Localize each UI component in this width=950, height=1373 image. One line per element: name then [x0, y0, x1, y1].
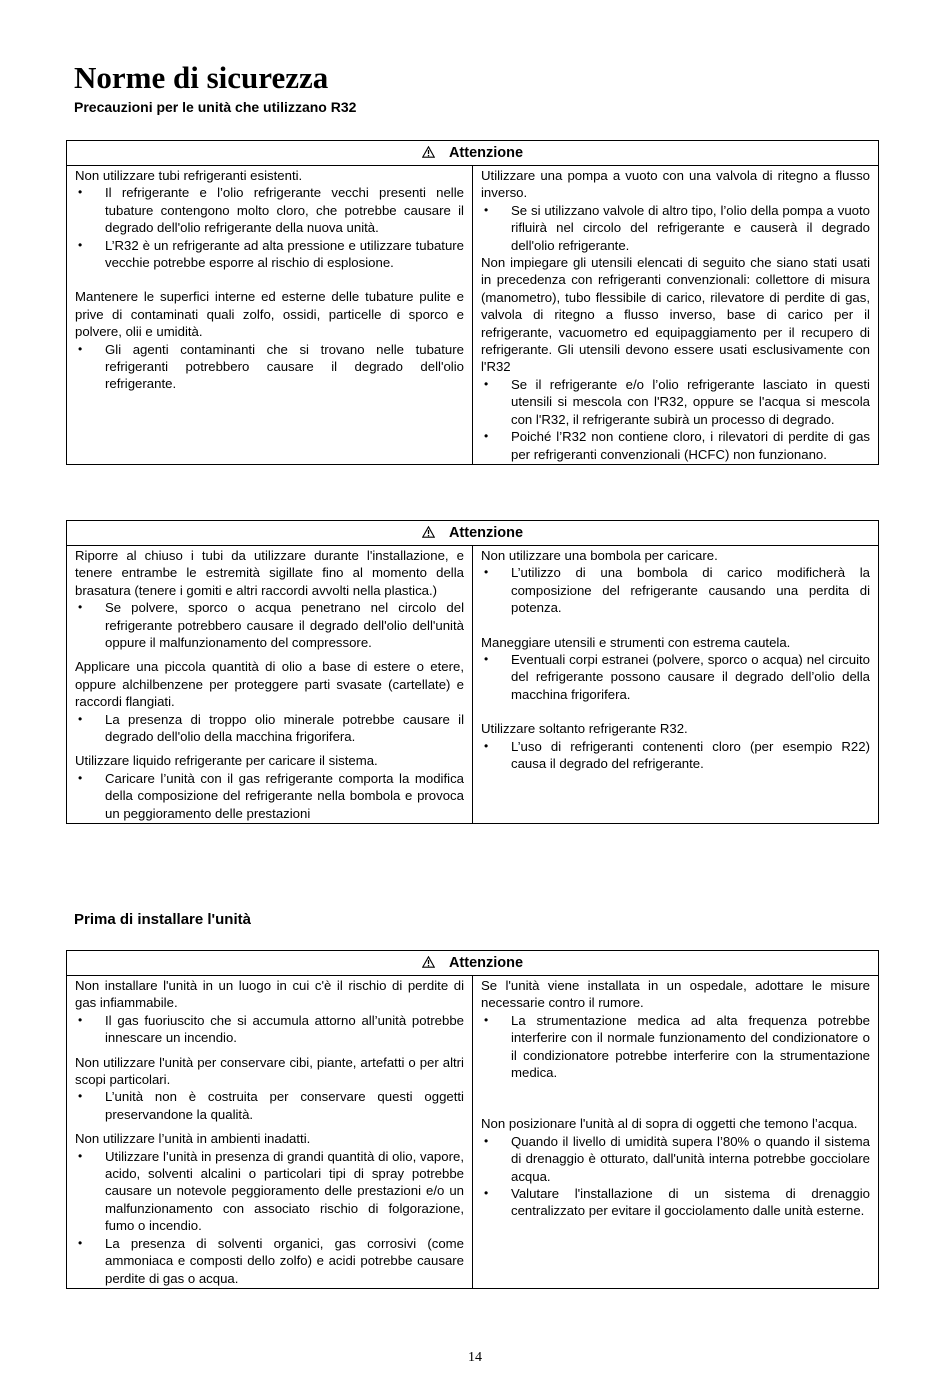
list-item	[481, 564, 870, 616]
list-item-text: Eventuali corpi estranei (polvere, sporco o acqua) nel circuito del refrigerante possono causare il degrado dell’olio della macchina frigorifera.	[511, 652, 870, 702]
list-item	[481, 428, 870, 463]
bullet-icon: •	[484, 1012, 489, 1027]
spacer	[481, 617, 870, 634]
list-item	[481, 1133, 870, 1185]
list-item	[75, 184, 464, 236]
warning-triangle-icon	[422, 524, 435, 544]
list-item-text: La presenza di troppo olio minerale potrebbe causare il degrado dell'olio della macchina frigorifera.	[105, 711, 464, 745]
paragraph: Utilizzare soltanto refrigerante R32.	[481, 721, 688, 737]
caution-table-2	[66, 520, 879, 824]
list-item	[75, 1088, 464, 1123]
spacer	[75, 651, 464, 658]
bullet-icon: •	[484, 376, 489, 391]
bullet-list	[75, 770, 464, 822]
paragraph: Non installare l'unità in un luogo in cui c'è il rischio di perdite di gas infiammabile.	[75, 978, 464, 1011]
caution-table-1	[66, 140, 879, 465]
list-item	[481, 202, 870, 254]
bullet-icon: •	[78, 1089, 83, 1104]
list-item	[75, 599, 464, 651]
spacer	[75, 745, 464, 752]
paragraph: Utilizzare liquido refrigerante per caricare il sistema.	[75, 753, 378, 769]
bullet-list	[75, 711, 464, 746]
bullet-icon: •	[78, 185, 83, 200]
list-item-text: La presenza di solventi organici, gas corrosivi (come ammoniaca e composti dello zolfo) e acidi potrebbe causare perdite di gas o acqua.	[105, 1235, 464, 1286]
list-item-text: Se si utilizzano valvole di altro tipo, l’olio della pompa a vuoto rifluirà nel circolo del refrigerante e causerà il degrado dell'olio refrigerante.	[511, 202, 870, 253]
list-item-text: Se il refrigerante e/o l’olio refrigerante lasciato in questi utensili si mescola con l'R32, oppure se l'acqua si mescola con l'R32, il refrigerante subirà un processo di degrado.	[511, 376, 870, 427]
bullet-list	[481, 1012, 870, 1082]
paragraph: Non utilizzare una bombola per caricare.	[481, 548, 718, 563]
bullet-list	[75, 599, 464, 651]
bullet-icon: •	[78, 1148, 83, 1163]
list-item-text: La strumentazione medica ad alta frequenza potrebbe interferire con il normale funzionamento del condizionatore o il condizionatore potrebbe interferire con la strumentazione medica.	[511, 1012, 870, 1081]
warning-triangle-icon	[422, 954, 435, 974]
list-item-text: Il gas fuoriuscito che si accumula attorno all’unità potrebbe innescare un incendio.	[105, 1012, 464, 1046]
bullet-list	[481, 376, 870, 463]
spacer	[75, 1047, 464, 1054]
list-item	[75, 1012, 464, 1047]
spacer	[75, 1123, 464, 1130]
caution-right-cell	[473, 166, 879, 465]
list-item-text: L’unità non è costruita per conservare questi oggetti preservandone la qualità.	[105, 1089, 464, 1122]
list-item-text: Quando il livello di umidità supera l’80% o quando il sistema di drenaggio è otturato, dall'unità interna potrebbe gocciolare acqua.	[511, 1133, 870, 1184]
caution-label: Attenzione	[448, 145, 524, 161]
list-item-text: Caricare l’unità con il gas refrigerante comporta la modifica della composizione del refrigerante nella bombola e provoca un peggioramento delle prestazioni	[105, 770, 464, 821]
list-item	[75, 1148, 464, 1235]
caution-table-3	[66, 950, 879, 1289]
paragraph: Non impiegare gli utensili elencati di seguito che siano stati usati in precedenza con refrigeranti convenzionali: collettore di misura (manometro), tubo flessibile di carico, rilevatore di perdite di gas, valvola di ritegno a flusso inverso, base di carico per il refrigerante, vacuometro ed equipaggiamento per il recupero di refrigerante. Gli utensili devono essere usati esclusivamente con l'R32	[481, 255, 870, 375]
bullet-list	[75, 184, 464, 271]
paragraph: Non posizionare l'unità al di sopra di oggetti che temono l’acqua.	[481, 1116, 858, 1132]
list-item	[75, 237, 464, 272]
paragraph: Non utilizzare l'unità per conservare cibi, piante, artefatti o per altri scopi particolari.	[75, 1054, 464, 1088]
list-item	[481, 738, 870, 773]
bullet-icon: •	[484, 1133, 489, 1148]
caution-left-cell	[67, 976, 473, 1289]
page-number: 14	[468, 1350, 482, 1365]
section-subtitle-before-install: Prima di installare l'unità	[74, 911, 251, 928]
caution-left-cell	[67, 546, 473, 824]
paragraph: Riporre al chiuso i tubi da utilizzare durante l'installazione, e tenere entrambe le estremità sigillate fino al momento della brasatura (tenere i gomiti e altri raccordi avvolti nella plastica.)	[75, 548, 464, 598]
bullet-icon: •	[484, 565, 489, 580]
section-subtitle-r32: Precauzioni per le unità che utilizzano R32	[74, 99, 357, 115]
list-item	[481, 651, 870, 703]
caution-label: Attenzione	[448, 955, 524, 971]
paragraph: Se l'unità viene installata in un ospedale, adottare le misure necessarie contro il rumore.	[481, 978, 870, 1011]
list-item-text: Gli agenti contaminanti che si trovano nelle tubature refrigeranti potrebbero causare il degrado dell'olio refrigerante.	[105, 341, 464, 392]
spacer	[75, 271, 464, 288]
bullet-icon: •	[484, 1186, 489, 1201]
list-item	[75, 341, 464, 393]
list-item-text: L’uso di refrigeranti contenenti cloro (per esempio R22) causa il degrado del refrigerante.	[511, 738, 870, 772]
list-item-text: Valutare l'installazione di un sistema di drenaggio centralizzato per evitare il gocciolamento dalle unità esterne.	[511, 1186, 870, 1219]
bullet-icon: •	[484, 738, 489, 753]
list-item-text: Il refrigerante e l’olio refrigerante vecchi presenti nelle tubature contengono molto cloro, che potrebbe causare il degrado dell'olio refrigerante della nuova unità.	[105, 185, 464, 236]
paragraph: Non utilizzare l’unità in ambienti inadatti.	[75, 1131, 311, 1147]
bullet-icon: •	[484, 202, 489, 217]
list-item-text: L’utilizzo di una bombola di carico modificherà la composizione del refrigerante causando una perdita di potenza.	[511, 565, 870, 616]
list-item	[481, 1185, 870, 1220]
bullet-icon: •	[78, 770, 83, 785]
bullet-icon: •	[78, 711, 83, 726]
bullet-list	[481, 202, 870, 254]
bullet-list	[481, 651, 870, 703]
bullet-list	[75, 1148, 464, 1287]
caution-left-cell	[67, 166, 473, 465]
list-item	[481, 1012, 870, 1082]
caution-header	[67, 141, 879, 166]
list-item	[75, 1235, 464, 1287]
caution-header	[67, 951, 879, 976]
caution-header	[67, 521, 879, 546]
bullet-list	[481, 564, 870, 616]
spacer	[481, 703, 870, 720]
warning-triangle-icon	[422, 144, 435, 164]
page-title: Norme di sicurezza	[74, 60, 329, 95]
list-item-text: Poiché l’R32 non contiene cloro, i rilevatori di perdite di gas per refrigeranti convenzionali (HCFC) non funzionano.	[511, 429, 870, 462]
list-item	[75, 770, 464, 822]
bullet-list	[75, 341, 464, 393]
paragraph: Mantenere le superfici interne ed esterne delle tubature pulite e prive di contaminati quali zolfo, ossidi, particelle di sporco e polvere, olii e umidità.	[75, 289, 464, 340]
bullet-list	[75, 1088, 464, 1123]
caution-right-cell	[473, 976, 879, 1289]
paragraph: Maneggiare utensili e strumenti con estrema cautela.	[481, 634, 791, 650]
bullet-icon: •	[78, 1012, 83, 1027]
bullet-list	[481, 1133, 870, 1220]
list-item-text: Se polvere, sporco o acqua penetrano nel circolo del refrigerante potrebbero causare il degrado dell'olio dell'unità oppure il malfunzionamento del compressore.	[105, 600, 464, 651]
paragraph: Utilizzare una pompa a vuoto con una valvola di ritegno a flusso inverso.	[481, 168, 870, 201]
bullet-icon: •	[484, 652, 489, 667]
list-item-text: L’R32 è un refrigerante ad alta pressione e utilizzare tubature vecchie potrebbe esporre al rischio di esplosione.	[105, 237, 464, 271]
caution-right-cell	[473, 546, 879, 824]
bullet-icon: •	[78, 341, 83, 356]
list-item-text: Utilizzare l’unità in presenza di grandi quantità di olio, vapore, acido, solventi alcalini o particolari tipi di spray potrebbe causare un notevole peggioramento delle prestazioni e/o un malfunzionamento con associato rischio di folgorazione, fumo o incendio.	[105, 1148, 464, 1234]
spacer	[481, 1081, 870, 1115]
caution-label: Attenzione	[448, 525, 524, 541]
list-item	[75, 711, 464, 746]
list-item	[481, 376, 870, 428]
bullet-icon: •	[78, 600, 83, 615]
bullet-list	[75, 1012, 464, 1047]
bullet-icon: •	[484, 429, 489, 444]
bullet-list	[481, 738, 870, 773]
paragraph: Applicare una piccola quantità di olio a base di estere o etere, oppure alchilbenzene per proteggere parti svasate (cartellate) e raccordi flangiati.	[75, 659, 464, 710]
bullet-icon: •	[78, 237, 83, 252]
bullet-icon: •	[78, 1235, 83, 1250]
paragraph: Non utilizzare tubi refrigeranti esistenti.	[75, 168, 303, 183]
